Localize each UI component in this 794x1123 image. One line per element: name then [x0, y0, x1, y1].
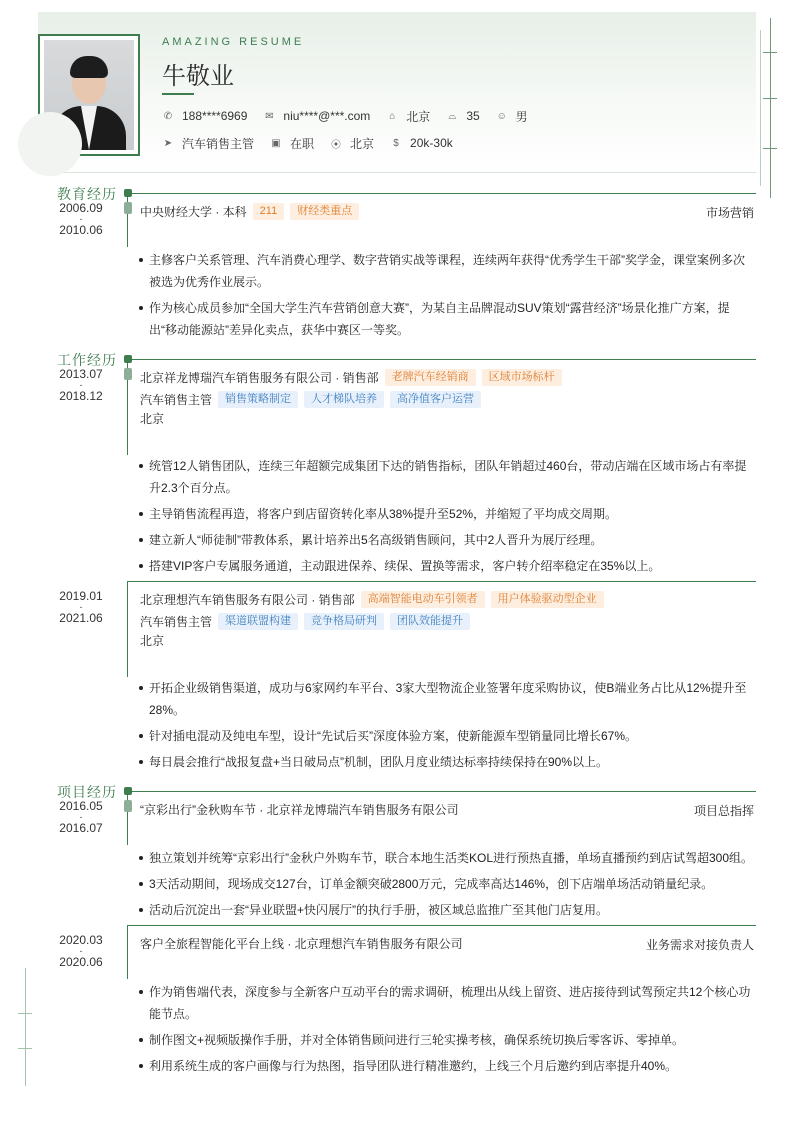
target-position-item [162, 135, 254, 152]
list-item: 统管12人销售团队，连续三年超额完成集团下达的销售指标，团队年销超过460台，带动店端在区域市场占有率提升2.3个百分点。 [138, 455, 756, 499]
briefcase-icon: ▣ [271, 137, 281, 149]
company-name: 北京祥龙博瑞汽车销售服务有限公司 · 销售部 [140, 371, 379, 385]
entry-marker [124, 202, 132, 214]
role-tag: 团队效能提升 [390, 613, 470, 630]
phone-text: 188****6969 [182, 109, 248, 123]
role-tag: 渠道联盟构建 [218, 613, 298, 630]
decorative-tick [763, 148, 777, 149]
date-separator: - [79, 812, 83, 822]
home-icon: ⌂ [389, 110, 396, 122]
location-icon: ⦿ [331, 139, 342, 151]
work-city: 北京 [140, 634, 165, 648]
city-line [140, 410, 164, 427]
role-tag: 高净值客户运营 [390, 391, 481, 408]
decorative-tick [18, 1048, 32, 1049]
work-bullets [138, 677, 756, 777]
list-item: 作为核心成员参加“全国大学生汽车营销创意大赛”，为某自主品牌混动SUV策划“露营经济”场景化推广方案，提出“移动能源站”差异化卖点，获华中赛区一等奖。 [138, 297, 756, 341]
resume-eyebrow: AMAZING RESUME [162, 36, 305, 48]
decorative-tick [18, 1013, 32, 1014]
section-title-work: 工作经历 [57, 352, 117, 368]
list-item: 制作图文+视频版操作手册，并对全体销售顾问进行三轮实操考核，确保系统切换后零客诉、零掉单。 [138, 1029, 756, 1051]
hometown-text: 北京 [406, 109, 431, 124]
role-tag: 竞争格局研判 [304, 613, 384, 630]
date-separator: - [79, 602, 83, 612]
list-item: 主导销售流程再造，将客户到店留资转化率从38%提升至52%，并缩短了平均成交周期。 [138, 503, 756, 525]
intent-row [162, 135, 469, 151]
entry-dates [58, 933, 104, 969]
gender-text: 男 [515, 109, 528, 124]
work-bullets [138, 455, 756, 581]
list-item: 利用系统生成的客户画像与行为热图，指导团队进行精准邀约，上线三个月后邀约到店率提升40%。 [138, 1055, 756, 1077]
gender-icon: ☺ [496, 110, 507, 122]
education-bullets [138, 249, 756, 345]
start-date: 2006.09 [59, 201, 103, 215]
company-line [140, 591, 604, 608]
list-item: 开拓企业级销售渠道，成功与6家网约车平台、3家大型物流企业签署年度采购协议，使B端业务占比从12%提升至28%。 [138, 677, 756, 721]
project-role: 项目总指挥 [693, 804, 754, 818]
list-item: 活动后沉淀出一套“异业联盟+快闪展厅”的执行手册，被区域总监推广至其他门店复用。 [138, 899, 756, 921]
company-tag: 老牌汽车经销商 [385, 369, 476, 386]
age-text: 35 [466, 109, 480, 123]
contact-row [162, 108, 544, 124]
target-city-item [330, 135, 374, 152]
list-item: 主修客户关系管理、汽车消费心理学、数字营销实战等课程，连续两年获得“优秀学生干部”奖学金，课堂案例多次被选为优秀作业展示。 [138, 249, 756, 293]
date-separator: - [79, 380, 83, 390]
entry-rule [127, 925, 756, 926]
decorative-line [770, 18, 771, 198]
email-text: niu****@***.com [283, 109, 371, 123]
project-name-line [140, 801, 459, 818]
timeline-line [127, 925, 128, 979]
company-line [140, 369, 562, 386]
mail-icon: ✉ [265, 110, 274, 122]
list-item: 建立新人“师徒制”带教体系，累计培养出5名高级销售顾问，其中2人晋升为展厅经理。 [138, 529, 756, 551]
decorative-tick [763, 98, 777, 99]
date-separator: - [79, 214, 83, 224]
project-name-line [140, 935, 463, 952]
start-date: 2013.07 [59, 367, 103, 381]
entry-dates [58, 799, 104, 835]
start-date: 2020.03 [59, 933, 103, 947]
decorative-circle [18, 112, 82, 176]
hometown-item [386, 108, 430, 125]
role-tag: 销售策略制定 [218, 391, 298, 408]
decorative-tick [763, 52, 777, 53]
section-marker [124, 355, 132, 363]
entry-marker [124, 800, 132, 812]
section-rule [132, 791, 756, 792]
school-tag: 211 [253, 203, 285, 220]
project-name: 客户全旅程智能化平台上线 · 北京理想汽车销售服务有限公司 [140, 937, 463, 951]
salary-item [390, 136, 453, 150]
list-item: 每日晨会推行“战报复盘+当日破局点”机制，团队月度业绩达标率持续保持在90%以上。 [138, 751, 756, 773]
company-tag: 用户体验驱动型企业 [491, 591, 604, 608]
school-tag: 财经类重点 [290, 203, 359, 220]
target-city-text: 北京 [350, 136, 375, 151]
role-tag: 人才梯队培养 [304, 391, 384, 408]
company-tag: 区域市场标杆 [482, 369, 562, 386]
school-name: 中央财经大学 · 本科 [140, 205, 247, 219]
salary-text: 20k-30k [410, 136, 453, 150]
city-line [140, 632, 164, 649]
section-rule [132, 193, 756, 194]
cake-icon: ⌓ [448, 110, 457, 122]
school-line [140, 203, 359, 220]
status-item [270, 135, 314, 152]
salary-icon: $ [393, 137, 399, 149]
phone-icon: ✆ [163, 110, 173, 122]
project-name: “京彩出行”金秋购车节 · 北京祥龙博瑞汽车销售服务有限公司 [140, 803, 459, 817]
project-role: 业务需求对接负责人 [645, 938, 754, 952]
gender-item [496, 108, 528, 125]
role-name: 汽车销售主管 [140, 615, 213, 629]
candidate-name: 牛敬业 [162, 63, 234, 90]
section-title-education: 教育经历 [57, 186, 117, 202]
start-date: 2019.01 [59, 589, 103, 603]
list-item: 3天活动期间，现场成交127台，订单金额突破2800万元，完成率高达146%，创下店端单场活动销量纪录。 [138, 873, 756, 895]
company-name: 北京理想汽车销售服务有限公司 · 销售部 [140, 593, 355, 607]
email-item [263, 109, 370, 123]
role-name: 汽车销售主管 [140, 393, 213, 407]
section-title-projects: 项目经历 [57, 784, 117, 800]
section-marker [124, 189, 132, 197]
entry-dates [58, 201, 104, 237]
end-date: 2020.06 [59, 955, 103, 969]
company-tag: 高端智能电动车引领者 [361, 591, 485, 608]
decorative-line [760, 30, 761, 186]
role-line [140, 613, 470, 630]
age-item [446, 109, 479, 123]
major: 市场营销 [705, 206, 754, 220]
name-underline [162, 93, 194, 95]
timeline-line [127, 581, 128, 677]
send-icon: ➤ [163, 137, 173, 149]
section-marker [124, 787, 132, 795]
status-text: 在职 [290, 136, 315, 151]
work-city: 北京 [140, 412, 165, 426]
entry-rule [127, 581, 756, 582]
end-date: 2018.12 [59, 389, 103, 403]
list-item: 独立策划并统筹“京彩出行”金秋户外购车节，联合本地生活类KOL进行预热直播，单场直播预约到店试驾超300组。 [138, 847, 756, 869]
end-date: 2010.06 [59, 223, 103, 237]
decorative-line [25, 968, 26, 1086]
section-rule [132, 359, 756, 360]
entry-dates [58, 589, 104, 625]
start-date: 2016.05 [59, 799, 103, 813]
phone-item [162, 109, 247, 123]
end-date: 2021.06 [59, 611, 103, 625]
target-position-text: 汽车销售主管 [182, 136, 255, 151]
entry-dates [58, 367, 104, 403]
project-bullets [138, 847, 756, 925]
end-date: 2016.07 [59, 821, 103, 835]
list-item: 作为销售端代表，深度参与全新客户互动平台的需求调研，梳理出从线上留资、进店接待到试驾预定共12个核心功能节点。 [138, 981, 756, 1025]
date-separator: - [79, 946, 83, 956]
list-item: 搭建VIP客户专属服务通道，主动跟进保养、续保、置换等需求，客户转介绍率稳定在35%以上。 [138, 555, 756, 577]
role-line [140, 391, 481, 408]
list-item: 针对插电混动及纯电车型，设计“先试后买”深度体验方案，使新能源车型销量同比增长67%。 [138, 725, 756, 747]
project-bullets [138, 981, 756, 1081]
entry-marker [124, 368, 132, 380]
